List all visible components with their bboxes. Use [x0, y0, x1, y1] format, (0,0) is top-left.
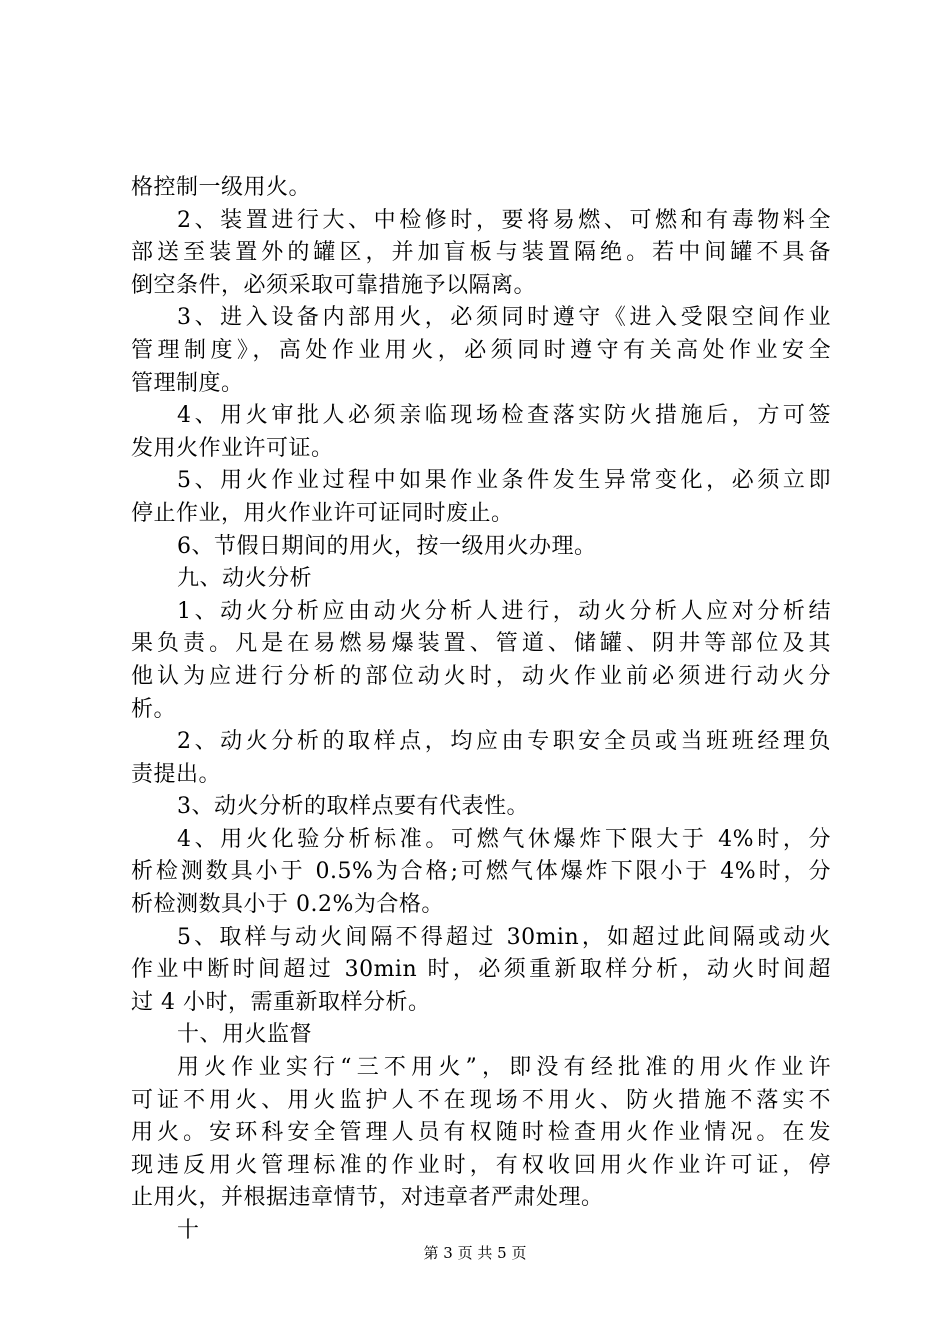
text-line: 3、进入设备内部用火，必须同时遵守《进入受限空间作业 — [177, 305, 831, 331]
text-line: 用火。安环科安全管理人员有权随时检查用火作业情况。在发 — [131, 1120, 831, 1146]
text-line: 析检测数具小于 0.5%为合格;可燃气体爆炸下限小于 4%时，分 — [131, 859, 831, 885]
text-line: 析检测数具小于 0.2%为合格。 — [131, 892, 444, 918]
text-line: 止用火，并根据违章情节，对违章者严肃处理。 — [131, 1185, 604, 1211]
text-line: 现违反用火管理标准的作业时，有权收回用火作业许可证，停 — [131, 1152, 831, 1178]
text-line: 过 4 小时，需重新取样分析。 — [131, 989, 431, 1015]
text-line: 2、装置进行大、中检修时，要将易燃、可燃和有毒物料全 — [177, 207, 831, 233]
text-line: 可证不用火、用火监护人不在现场不用火、防火措施不落实不 — [131, 1087, 831, 1113]
text-line: 作业中断时间超过 30min 时，必须重新取样分析，动火时间超 — [131, 957, 831, 983]
text-line: 析。 — [131, 696, 177, 722]
text-line: 管理制度。 — [131, 370, 244, 396]
document-body — [131, 172, 831, 1248]
text-line: 4、用火审批人必须亲临现场检查落实防火措施后，方可签 — [177, 403, 831, 429]
text-line: 5、取样与动火间隔不得超过 30min，如超过此间隔或动火 — [177, 924, 831, 950]
section-heading: 九、动火分析 — [177, 566, 313, 592]
section-heading: 十 — [177, 1218, 200, 1243]
text-line: 管理制度》，高处作业用火，必须同时遵守有关高处作业安全 — [131, 337, 831, 363]
text-line: 用火作业实行“三不用火”，即没有经批准的用火作业许 — [177, 1055, 831, 1081]
text-line: 部送至装置外的罐区，并加盲板与装置隔绝。若中间罐不具备 — [131, 240, 831, 266]
text-line: 停止作业，用火作业许可证同时废止。 — [131, 500, 514, 526]
text-line: 发用火作业许可证。 — [131, 435, 334, 461]
text-line: 果负责。凡是在易燃易爆装置、管道、储罐、阴井等部位及其 — [131, 631, 831, 657]
text-line: 4、用火化验分析标准。可燃气休爆炸下限大于 4%时，分 — [177, 826, 831, 852]
text-line: 格控制一级用火。 — [131, 175, 312, 200]
text-line: 5、用火作业过程中如果作业条件发生异常变化，必须立即 — [177, 468, 831, 494]
text-line: 6、节假日期间的用火，按一级用火办理。 — [177, 533, 597, 559]
text-line: 他认为应进行分析的部位动火时，动火作业前必须进行动火分 — [131, 663, 831, 689]
page-footer: 第 3 页 共 5 页 — [423, 1244, 527, 1262]
text-line: 1、动火分析应由动火分析人进行，动火分析人应对分析结 — [177, 598, 831, 624]
text-line: 2、动火分析的取样点，均应由专职安全员或当班班经理负 — [177, 729, 831, 755]
section-heading: 十、用火监督 — [177, 1022, 313, 1048]
text-line: 责提出。 — [131, 761, 222, 787]
text-line: 3、动火分析的取样点要有代表性。 — [177, 794, 529, 820]
text-line: 倒空条件，必须采取可靠措施予以隔离。 — [131, 272, 537, 298]
